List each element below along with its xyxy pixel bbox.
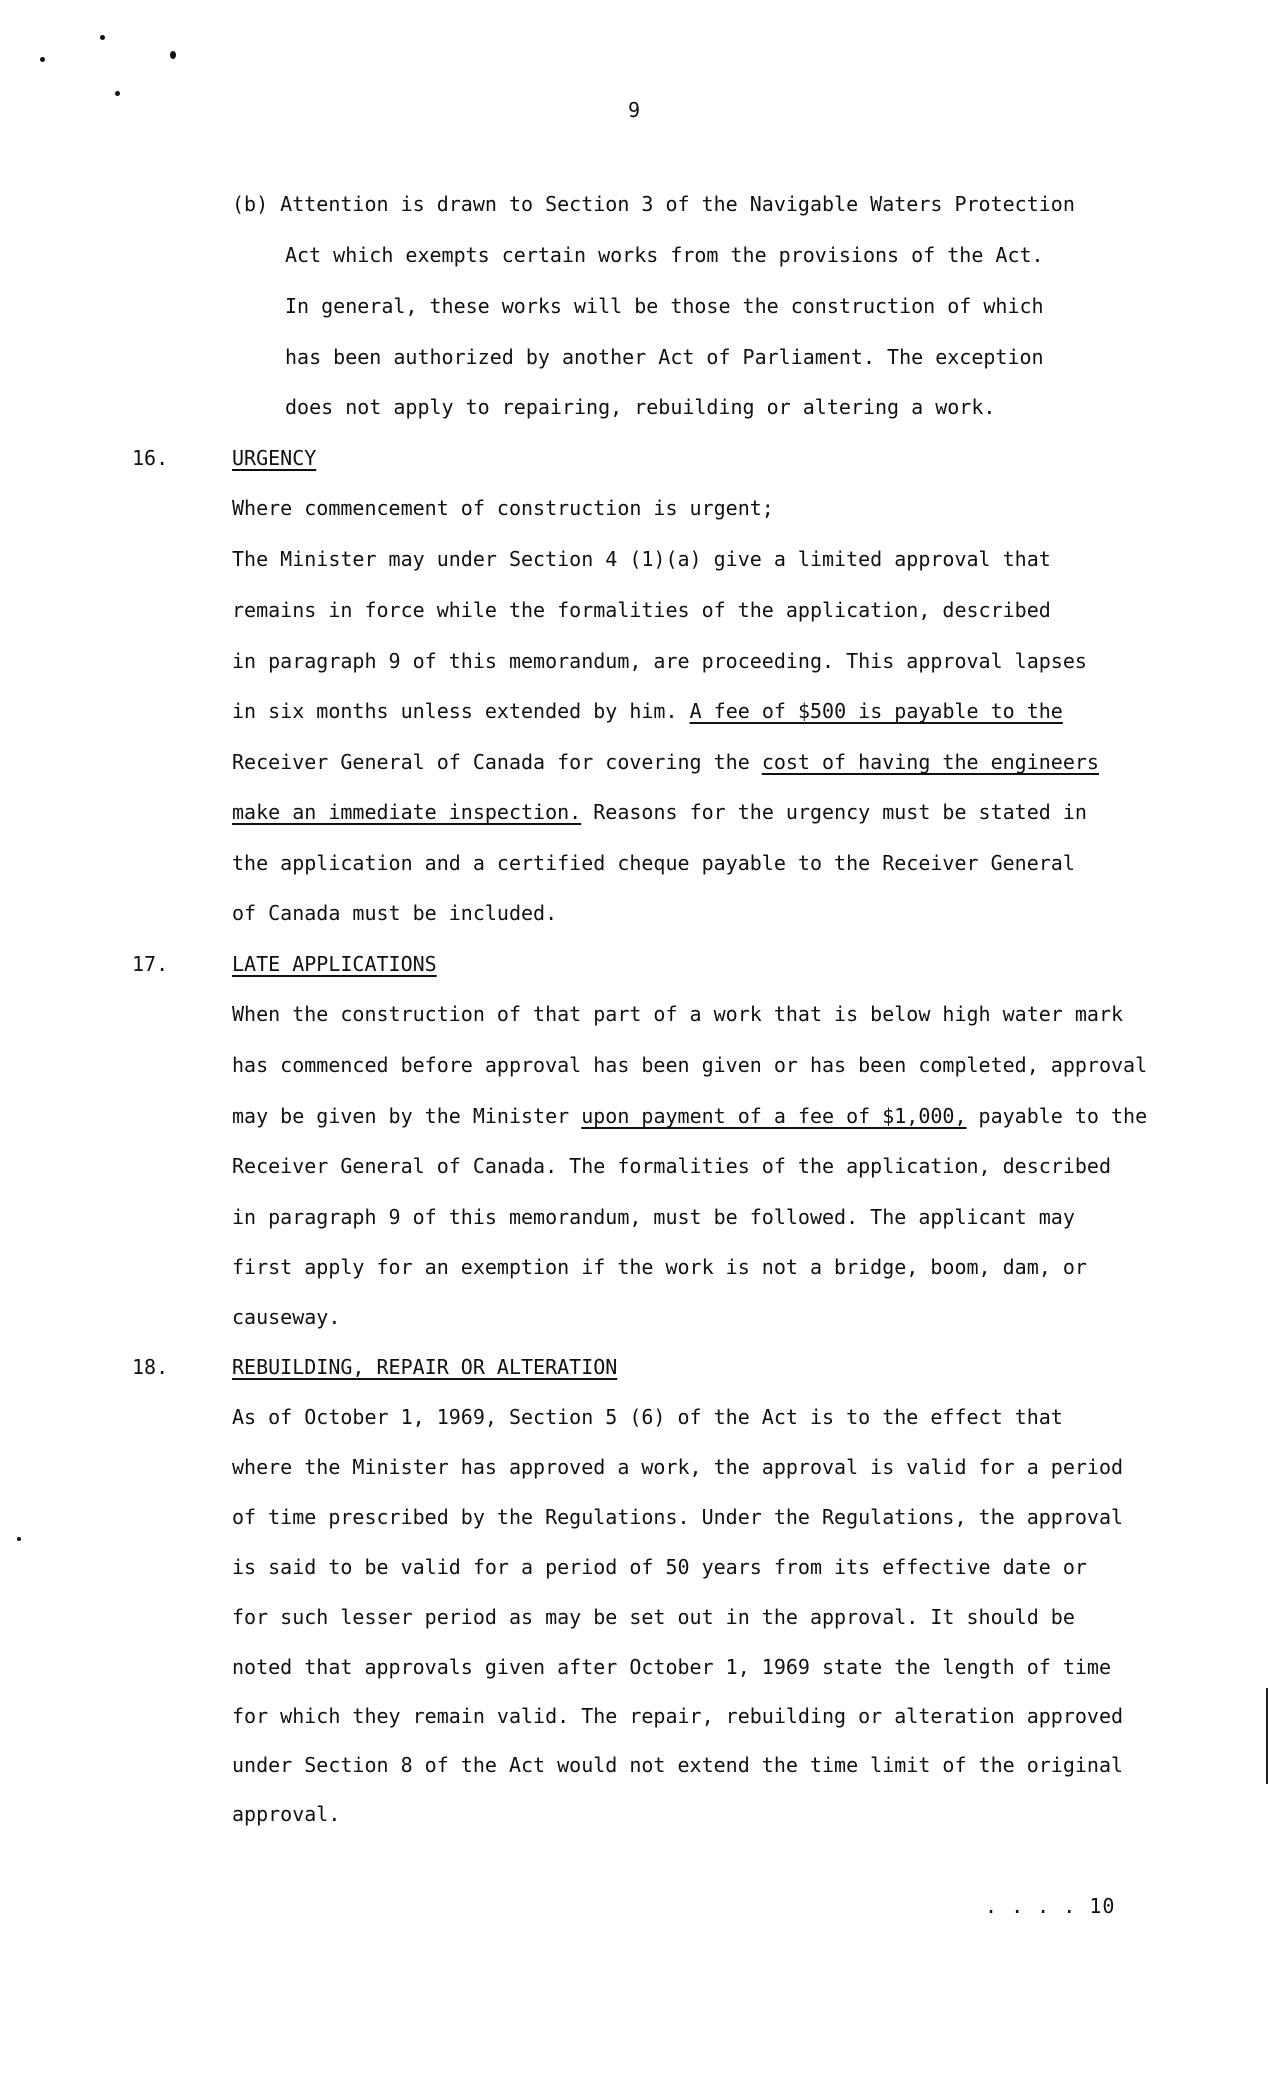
scan-speck [115, 91, 120, 96]
paragraph-line: for which they remain valid. The repair, rebuilding or alteration approved [232, 1704, 1124, 1728]
text-run: may be given by the Minister [232, 1104, 582, 1128]
section-heading: LATE APPLICATIONS [232, 952, 437, 976]
paragraph-line: the application and a certified cheque payable to the Receiver General [232, 851, 1075, 875]
paragraph-line: first apply for an exemption if the work is not a bridge, boom, dam, or [232, 1255, 1087, 1279]
paragraph-line: of time prescribed by the Regulations. Under the Regulations, the approval [232, 1505, 1124, 1529]
paragraph-line: Where commencement of construction is urgent; [232, 496, 774, 520]
paragraph-line: where the Minister has approved a work, the approval is valid for a period [232, 1455, 1124, 1479]
underlined-text: A fee of $500 is payable to the [689, 699, 1063, 723]
section-heading: REBUILDING, REPAIR OR ALTERATION [232, 1355, 618, 1379]
section-number: 16. [132, 446, 169, 470]
scan-speck [17, 1537, 21, 1541]
paragraph-line: (b) Attention is drawn to Section 3 of the Navigable Waters Protection [232, 192, 1075, 216]
paragraph-line: under Section 8 of the Act would not extend the time limit of the original [232, 1753, 1124, 1777]
paragraph-line: noted that approvals given after October 1, 1969 state the length of time [232, 1655, 1111, 1679]
paragraph-line: Receiver General of Canada. The formalities of the application, described [232, 1154, 1111, 1178]
paragraph-line: is said to be valid for a period of 50 years from its effective date or [232, 1555, 1087, 1579]
paragraph-line: Act which exempts certain works from the provisions of the Act. [285, 243, 1044, 267]
paragraph-line: causeway. [232, 1305, 341, 1329]
paragraph-line: for such lesser period as may be set out in the approval. It should be [232, 1605, 1075, 1629]
text-run: Reasons for the urgency must be stated in [581, 800, 1087, 824]
page-number: 9 [627, 98, 641, 122]
text-run: in six months unless extended by him. [232, 699, 678, 723]
paragraph-line: does not apply to repairing, rebuilding or altering a work. [285, 395, 996, 419]
text-run: Receiver General of Canada for covering the [232, 750, 762, 774]
paragraph-line: As of October 1, 1969, Section 5 (6) of the Act is to the effect that [232, 1405, 1063, 1429]
paragraph-line [232, 798, 1087, 826]
underlined-text: make an immediate inspection. [232, 800, 582, 824]
paragraph-line: approval. [232, 1802, 341, 1826]
underlined-text: cost of having the engineers [761, 750, 1099, 774]
section-number: 17. [132, 952, 169, 976]
scan-speck [40, 57, 45, 62]
paragraph-line: of Canada must be included. [232, 901, 558, 925]
paragraph-line: has been authorized by another Act of Parliament. The exception [285, 345, 1044, 369]
paragraph-line [232, 748, 1099, 776]
paragraph-line: In general, these works will be those the construction of which [285, 294, 1044, 318]
text-run: payable to the [966, 1104, 1148, 1128]
section-number: 18. [132, 1355, 169, 1379]
paragraph-line: When the construction of that part of a work that is below high water mark [232, 1002, 1124, 1026]
underlined-text: upon payment of a fee of $1,000, [581, 1104, 967, 1128]
paragraph-line [232, 697, 1063, 725]
paragraph-line: in paragraph 9 of this memorandum, must be followed. The applicant may [232, 1205, 1075, 1229]
scan-speck [170, 51, 176, 59]
paragraph-line: in paragraph 9 of this memorandum, are proceeding. This approval lapses [232, 649, 1087, 673]
continuation-marker: . . . . 10 [985, 1894, 1116, 1918]
paragraph-line: The Minister may under Section 4 (1)(a) give a limited approval that [232, 547, 1051, 571]
section-heading: URGENCY [232, 446, 317, 470]
paragraph-line: remains in force while the formalities of the application, described [232, 598, 1051, 622]
paragraph-line: has commenced before approval has been given or has been completed, approval [232, 1053, 1148, 1077]
scan-speck [100, 35, 105, 40]
paragraph-line [232, 1102, 1147, 1130]
